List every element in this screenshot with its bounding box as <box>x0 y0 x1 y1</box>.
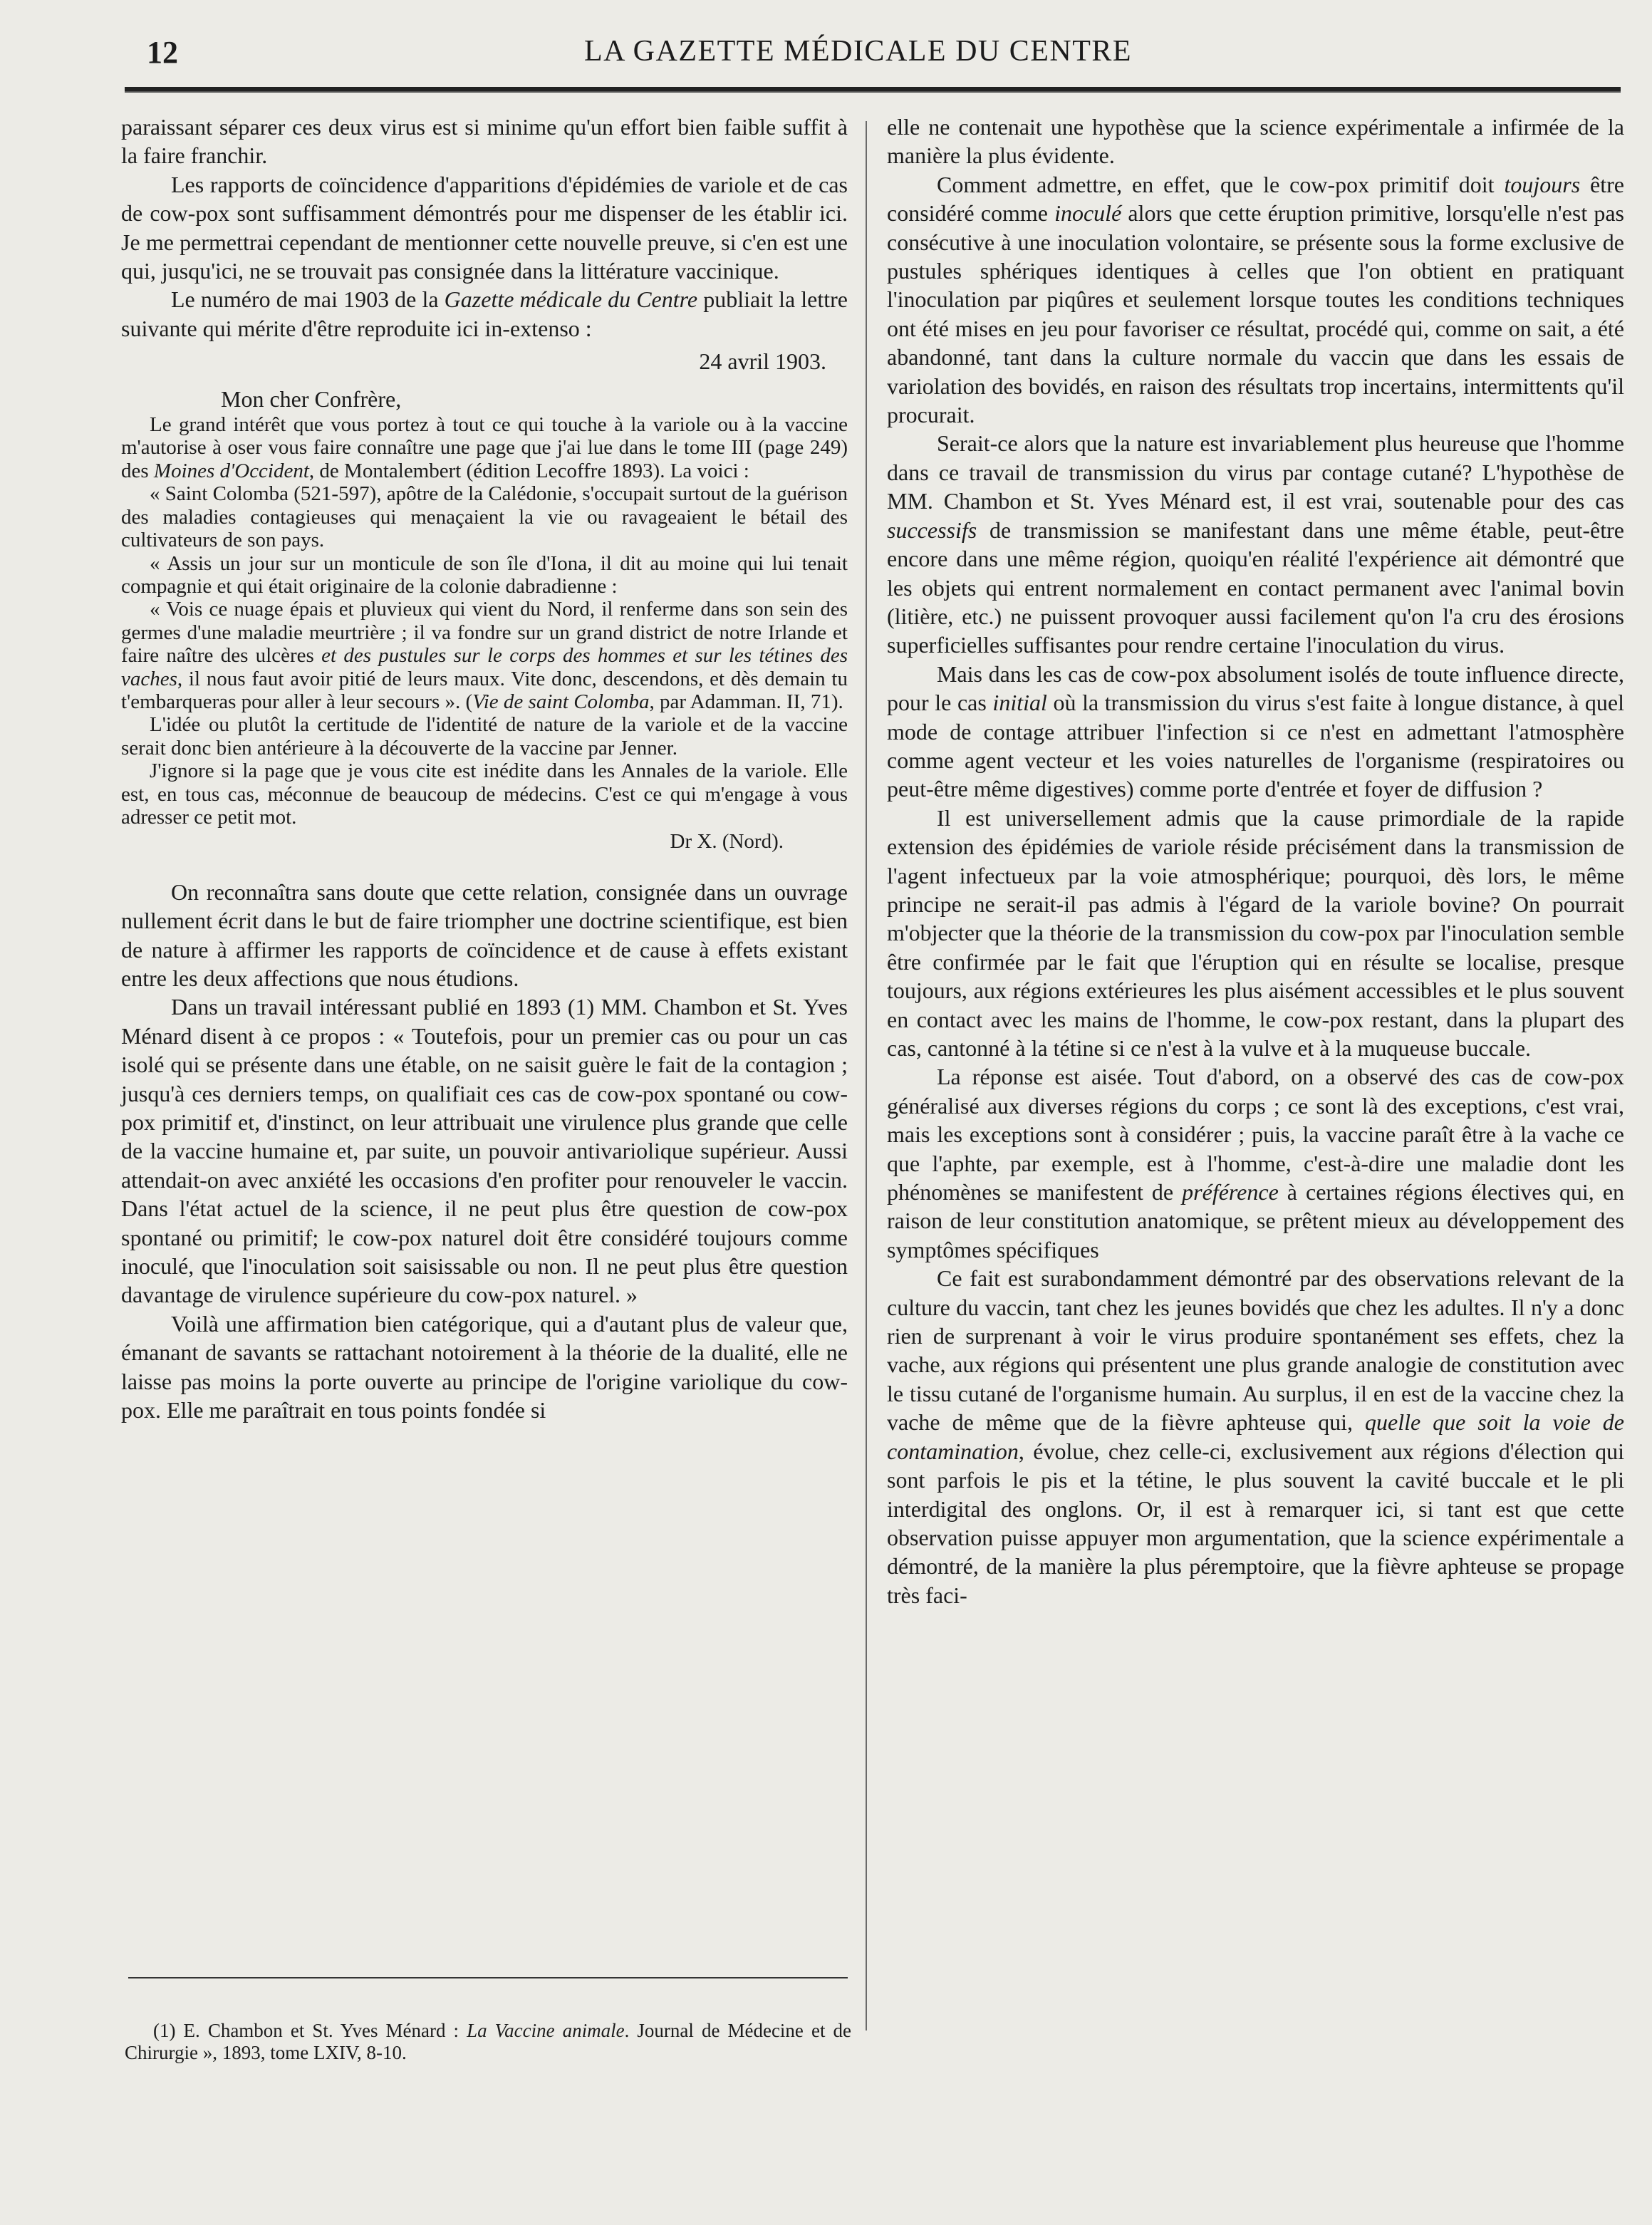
paragraph: Il est universellement admis que la cause primordiale de la rapide extension des épidémies de variole réside précisément dans la transmission de l'agent infectueux par la voie atmosphérique; pourquoi, dès lors, le même principe ne serait-il pas admis à l'égard de la variole bovine? On pourrait m'objecter que la théorie de la transmission du cow-pox par l'inoculation semble être confirmée par le fait que l'éruption qui en résulte se localise, presque toujours, aux régions extérieures les plus aisément accessibles et le plus souvent en contact avec les mains de l'homme, le cow-pox restant, dans la plupart des cas, cantonné à la tétine si ce n'est à la vulve et à la muqueuse buccale. <box>887 804 1624 1061</box>
paragraph: La réponse est aisée. Tout d'abord, on a observé des cas de cow-pox généralisé aux diverses régions du corps ; ce sont là des exceptions, c'est vrai, mais les exceptions sont à considérer ; puis, la vaccine paraît être à la vache ce que l'aphte, par exemple, est à l'homme, c'est-à-dire une maladie dont les phénomènes se manifestent de préférence à certaines régions électives qui, en raison de leur constitution anatomique, se prêtent mieux au développement des symptômes spécifiques <box>887 1064 1625 1262</box>
letter-paragraph: J'ignore si la page que je vous cite est inédite dans les Annales de la variole. Elle est, en tous cas, méconnue de beaucoup de médecins. C'est ce qui m'engage à vous adresser ce petit mot. <box>121 759 848 829</box>
header-rule <box>125 87 1621 93</box>
page-header <box>128 27 1609 77</box>
column-divider <box>866 121 867 2030</box>
paragraph: Mais dans les cas de cow-pox absolument isolés de toute influence directe, pour le cas initial où la transmission du virus s'est faite à longue distance, à quel mode de contage attribuer l'infection si ce n'est en admettant l'atmosphère comme agent vecteur et les voies naturelles de l'organisme (respiratoires ou peut-être même digestives) comme porte d'entrée et foyer de diffusion ? <box>887 660 1625 802</box>
paragraph: paraissant séparer ces deux virus est si minime qu'un effort bien faible suffit à la faire franchir. <box>121 114 848 169</box>
left-column <box>121 113 848 1425</box>
letter-paragraph: « Saint Colomba (521-597), apôtre de la Calédonie, s'occupait surtout de la guérison des maladies contagieuses qui menaçaient la vie ou ravageaient le bétail des cultivateurs de son pays. <box>121 482 848 552</box>
quoted-letter <box>121 413 848 854</box>
letter-paragraph: « Vois ce nuage épais et pluvieux qui vient du Nord, il renferme dans son sein des germes d'une maladie meurtrière ; il va fondre sur un grand district de notre Irlande et faire naître des ulcères et des pustules sur le corps des hommes et sur les tétines des vaches, il nous faut avoir pitié de leurs maux. Vite donc, descendons, et dès demain tu t'embarqueras pour aller à leur secours ». (Vie de saint Colomba, par Adamman. II, 71). <box>121 598 848 713</box>
letter-date: 24 avril 1903. <box>699 348 826 375</box>
right-column <box>887 113 1624 1609</box>
paragraph: elle ne contenait une hypothèse que la science expérimentale a infirmée de la manière la plus évidente. <box>887 114 1624 169</box>
paragraph: On reconnaîtra sans doute que cette relation, consignée dans un ouvrage nullement écrit dans le but de faire triompher une doctrine scientifique, est bien de nature à affirmer les rapports de coïncidence et de cause à effets existant entre les deux affections que nous étudions. <box>121 878 848 991</box>
paragraph: Les rapports de coïncidence d'apparitions d'épidémies de variole et de cas de cow-pox sont suffisamment démontrés pour me dispenser de les établir ici. Je me permettrai cependant de mentionner cette nouvelle preuve, si c'en est une qui, jusqu'ici, ne se trouvait pas consignée dans la littérature vaccinique. <box>121 171 848 284</box>
letter-signature: Dr X. (Nord). <box>670 830 784 854</box>
paragraph: Voilà une affirmation bien catégorique, qui a d'autant plus de valeur que, émanant de savants se rattachant notoirement à la théorie de la dualité, elle ne laisse pas moins la porte ouverte au principe de l'origine variolique du cow-pox. Elle me paraîtrait en tous points fondée si <box>121 1310 848 1423</box>
letter-paragraph: Le grand intérêt que vous portez à tout ce qui touche à la variole ou à la vaccine m'autorise à oser vous faire connaître une page que j'ai lue dans le tome III (page 249) des Moines d'Occident, de Montalembert (édition Lecoffre 1893). La voici : <box>121 413 848 482</box>
paragraph: Ce fait est surabondamment démontré par des observations relevant de la culture du vaccin, tant chez les jeunes bovidés que chez les adultes. Il n'y a donc rien de surprenant à voir le virus produire spontanément ses effets, chez la vache, aux régions qui présentent une plus grande analogie de constitution avec le tissu cutané de l'organisme humain. Au surplus, il en est de la vaccine chez la vache de même que de la fièvre aphteuse qui, quelle que soit la voie de contamination, évolue, chez celle-ci, exclusivement aux régions d'élection qui sont parfois le pis et la tétine, le plus souvent la cavité buccale et le pli interdigital des onglons. Or, il est à remarquer ici, si tant est que cette observation puisse appuyer mon argumentation, que la science expérimentale a démontré, de la manière la plus péremptoire, que la fièvre aphteuse se propage très faci- <box>887 1265 1625 1608</box>
footnote-rule <box>128 1977 848 1978</box>
paragraph: Serait-ce alors que la nature est invariablement plus heureuse que l'homme dans ce travail de transmission du virus par contage cutané? L'hypothèse de MM. Chambon et St. Yves Ménard est, il est vrai, soutenable pour des cas successifs de transmission se manifestant dans une même étable, peut-être encore dans une même région, quoiqu'en réalité l'expérience ait démontré que les objets qui entrent normalement en contact permanent avec l'animal bovin (litière, etc.) ne puissent provoquer aussi facilement qu'on l'a cru des érosions superficielles suffisantes pour rendre certaine l'inoculation du virus. <box>887 430 1624 658</box>
paragraph: Dans un travail intéressant publié en 1893 (1) MM. Chambon et St. Yves Ménard disent à ce propos : « Toutefois, pour un premier cas ou pour un cas isolé qui se présente dans une étable, on ne saisit guère le fait de la contagion ; jusqu'à ces derniers temps, on qualifiait ces cas de cow-pox spontané ou cow-pox primitif et, d'instinct, on leur attribuait une virulence plus grande que celle de la vaccine humaine et, par suite, un pouvoir antivariolique supérieur. Aussi attendait-on avec anxiété les occasions d'en profiter pour renouveler le vaccin. Dans l'état actuel de la science, il ne peut plus être question de cow-pox spontané ou primitif; le cow-pox naturel doit être considéré toujours comme inoculé, que l'inoculation soit saisissable ou non. Il ne peut plus être question davantage de virulence supérieure du cow-pox naturel. » <box>121 994 848 1308</box>
paragraph: Le numéro de mai 1903 de la Gazette médicale du Centre publiait la lettre suivante qui mérite d'être reproduite ici in-extenso : <box>121 286 848 341</box>
letter-paragraph: L'idée ou plutôt la certitude de l'identité de nature de la variole et de la vaccine serait donc bien antérieure à la découverte de la vaccine par Jenner. <box>121 713 848 759</box>
page-number: 12 <box>147 35 178 70</box>
letter-salutation: Mon cher Confrère, <box>221 385 402 412</box>
letter-paragraph: « Assis un jour sur un monticule de son île d'Iona, il dit au moine qui lui tenait compagnie et qui était originaire de la colonie dabradienne : <box>121 551 848 598</box>
journal-title: LA GAZETTE MÉDICALE DU CENTRE <box>584 35 1133 68</box>
paragraph: Comment admettre, en effet, que le cow-pox primitif doit toujours être considéré comme inoculé alors que cette éruption primitive, lorsqu'elle n'est pas consécutive à une inoculation volontaire, se présente sous la forme exclusive de pustules sphériques identiques à celles que l'on obtient en pratiquant l'inoculation par piqûres et seulement lorsque toutes les conditions techniques ont été mises en jeu pour favoriser ce résultat, procédé qui, comme on sait, a été abandonné, tant dans la culture normale du vaccin que dans les essais de variolation des bovidés, en raison des résultats trop incertains, intermittents qu'il procurait. <box>887 171 1625 428</box>
footnote: (1) E. Chambon et St. Yves Ménard : La Vaccine animale. Journal de Médecine et de Chirurgie », 1893, tome LXIV, 8-10. <box>125 2020 851 2063</box>
